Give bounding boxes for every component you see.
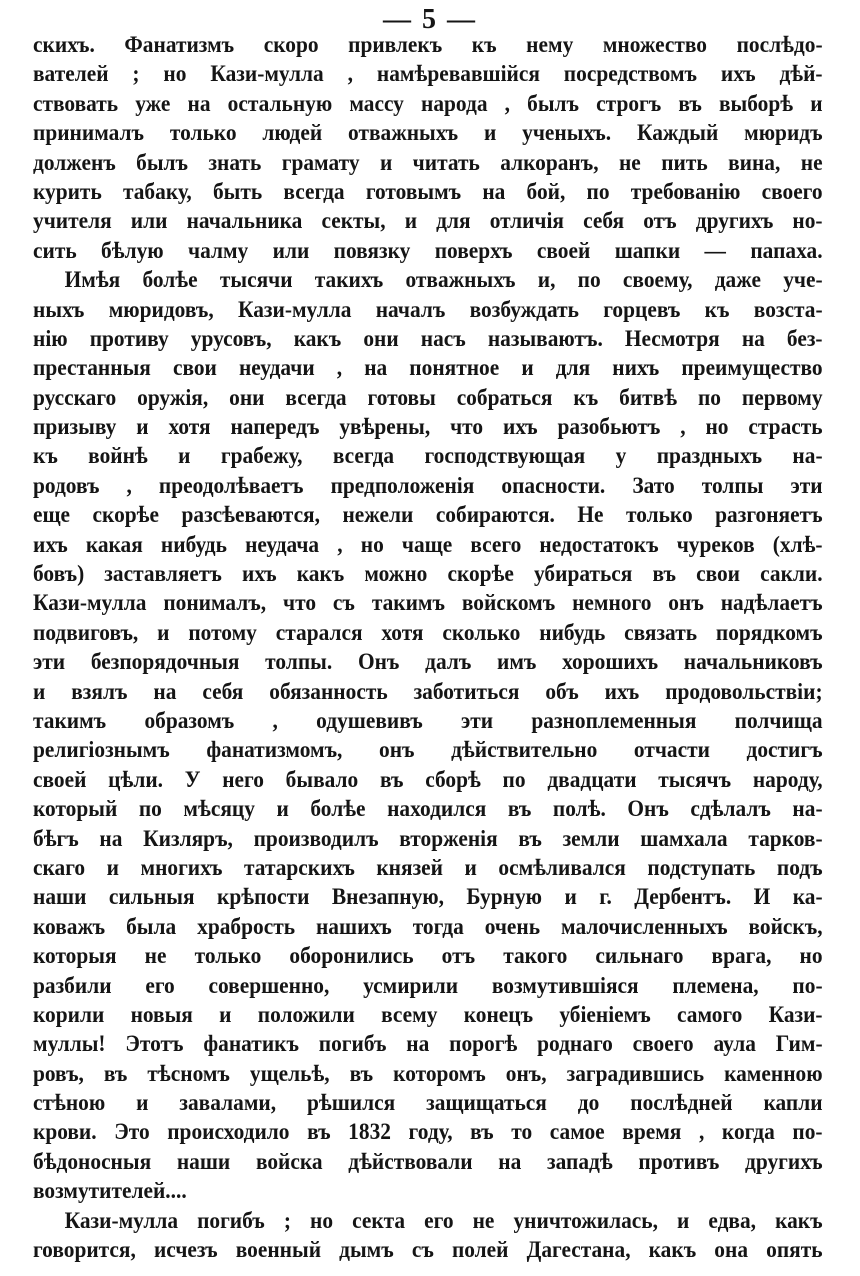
text-line: учителя или начальника секты, и для отличія себя отъ другихъ но- [33, 208, 823, 234]
page-body-text [33, 30, 823, 1264]
text-line: призыву и хотя напередъ увѣрены, что ихъ разобьютъ , но страсть [33, 414, 823, 440]
text-line: родовъ , преодолѣваетъ предположенія опасности. Зато толпы эти [33, 472, 823, 498]
text-line: вателей ; но Кази-мулла , намѣревавшійся посредствомъ ихъ дѣй- [33, 61, 823, 87]
text-line: Кази-мулла понималъ, что съ такимъ войскомъ немного онъ надѣлаетъ [33, 590, 823, 616]
text-line: такимъ образомъ , одушевивъ эти разноплеменныя полчища [33, 707, 823, 733]
text-line: сить бѣлую чалму или повязку поверхъ своей шапки — папаха. [33, 237, 823, 263]
text-line: скихъ. Фанатизмъ скоро привлекъ къ нему множество послѣдо- [33, 32, 823, 57]
text-line: и взялъ на себя обязанность заботиться объ ихъ продовольствіи; [33, 678, 823, 704]
text-line: ныхъ мюридовъ, Кази-мулла началъ возбуждать горцевъ къ возста- [33, 296, 823, 322]
text-line: бѣгъ на Кизляръ, производилъ вторженія въ земли шамхала тарков- [33, 825, 823, 851]
text-line: Имѣя болѣе тысячи такихъ отважныхъ и, по своему, даже уче- [64, 267, 823, 293]
text-line: наши сильныя крѣпости Внезапную, Бурную и г. Дербентъ. И ка- [33, 884, 823, 910]
text-line: своей цѣли. У него бывало въ сборѣ по двадцати тысячъ народу, [33, 766, 823, 792]
text-line: принималъ только людей отважныхъ и ученыхъ. Каждый мюридъ [33, 120, 823, 146]
text-line: ровъ, въ тѣсномъ ущельѣ, въ которомъ онъ, заградившись каменною [33, 1060, 823, 1086]
text-line: курить табаку, быть всегда готовымъ на бой, по требованію своего [33, 178, 823, 204]
text-line: возмутителей.... [33, 1178, 187, 1204]
text-line: бѣдоносныя наши войска дѣйствовали на западѣ противъ другихъ [33, 1148, 823, 1174]
text-line: ихъ какая нибудь неудача , но чаще всего недостатокъ чуреков (хлѣ- [33, 531, 823, 557]
page-number-header: — 5 — [383, 4, 477, 35]
text-line: корили новыя и положили всему конецъ убіеніемъ самого Кази- [33, 1001, 823, 1027]
text-line: эти безпорядочныя толпы. Онъ далъ имъ хорошихъ начальниковъ [33, 649, 823, 675]
text-line: нію противу урусовъ, какъ они насъ называютъ. Несмотря на без- [33, 325, 823, 351]
text-line: Кази-мулла погибъ ; но секта его не уничтожилась, и едва, какъ [64, 1207, 823, 1233]
text-line: религіознымъ фанатизмомъ, онъ дѣйствительно отчасти достигъ [33, 737, 823, 763]
text-line: муллы! Этотъ фанатикъ погибъ на порогѣ роднаго своего аула Гим- [33, 1031, 823, 1057]
text-line: который по мѣсяцу и болѣе находился въ полѣ. Онъ сдѣлалъ на- [33, 796, 823, 822]
text-line: подвиговъ, и потому старался хотя сколько нибудь связать порядкомъ [33, 619, 823, 645]
text-line: говорится, исчезъ военный дымъ съ полей Дагестана, какъ она опять [33, 1237, 823, 1263]
text-line: скаго и многихъ татарскихъ князей и осмѣливался подступать подъ [33, 854, 823, 880]
text-line: стѣною и завалами, рѣшился защищаться до послѣдней капли [33, 1090, 823, 1116]
text-line: престанныя свои неудачи , на понятное и для нихъ преимущество [33, 355, 823, 381]
text-line: крови. Это происходило въ 1832 году, въ то самое время , когда по- [33, 1119, 823, 1145]
text-line: еще скорѣе разсѣеваются, нежели собираются. Не только разгоняетъ [33, 502, 823, 528]
text-line: коважъ была храбрость нашихъ тогда очень малочисленныхъ войскъ, [33, 913, 823, 939]
text-line: ствовать уже на остальную массу народа , былъ строгъ въ выборѣ и [33, 90, 823, 116]
text-line: бовъ) заставляетъ ихъ какъ можно скорѣе убираться въ свои сакли. [33, 561, 823, 587]
text-line: къ войнѣ и грабежу, всегда господствующая у праздныхъ на- [33, 443, 823, 469]
text-line: русскаго оружія, они всегда готовы собраться къ битвѣ по первому [33, 384, 823, 410]
text-line: долженъ былъ знать грамату и читать алкоранъ, не пить вина, не [33, 149, 823, 175]
text-line: которыя не только оборонились отъ такого сильнаго врага, но [33, 943, 823, 969]
text-line: разбили его совершенно, усмирили возмутившіяся племена, по- [33, 972, 823, 998]
